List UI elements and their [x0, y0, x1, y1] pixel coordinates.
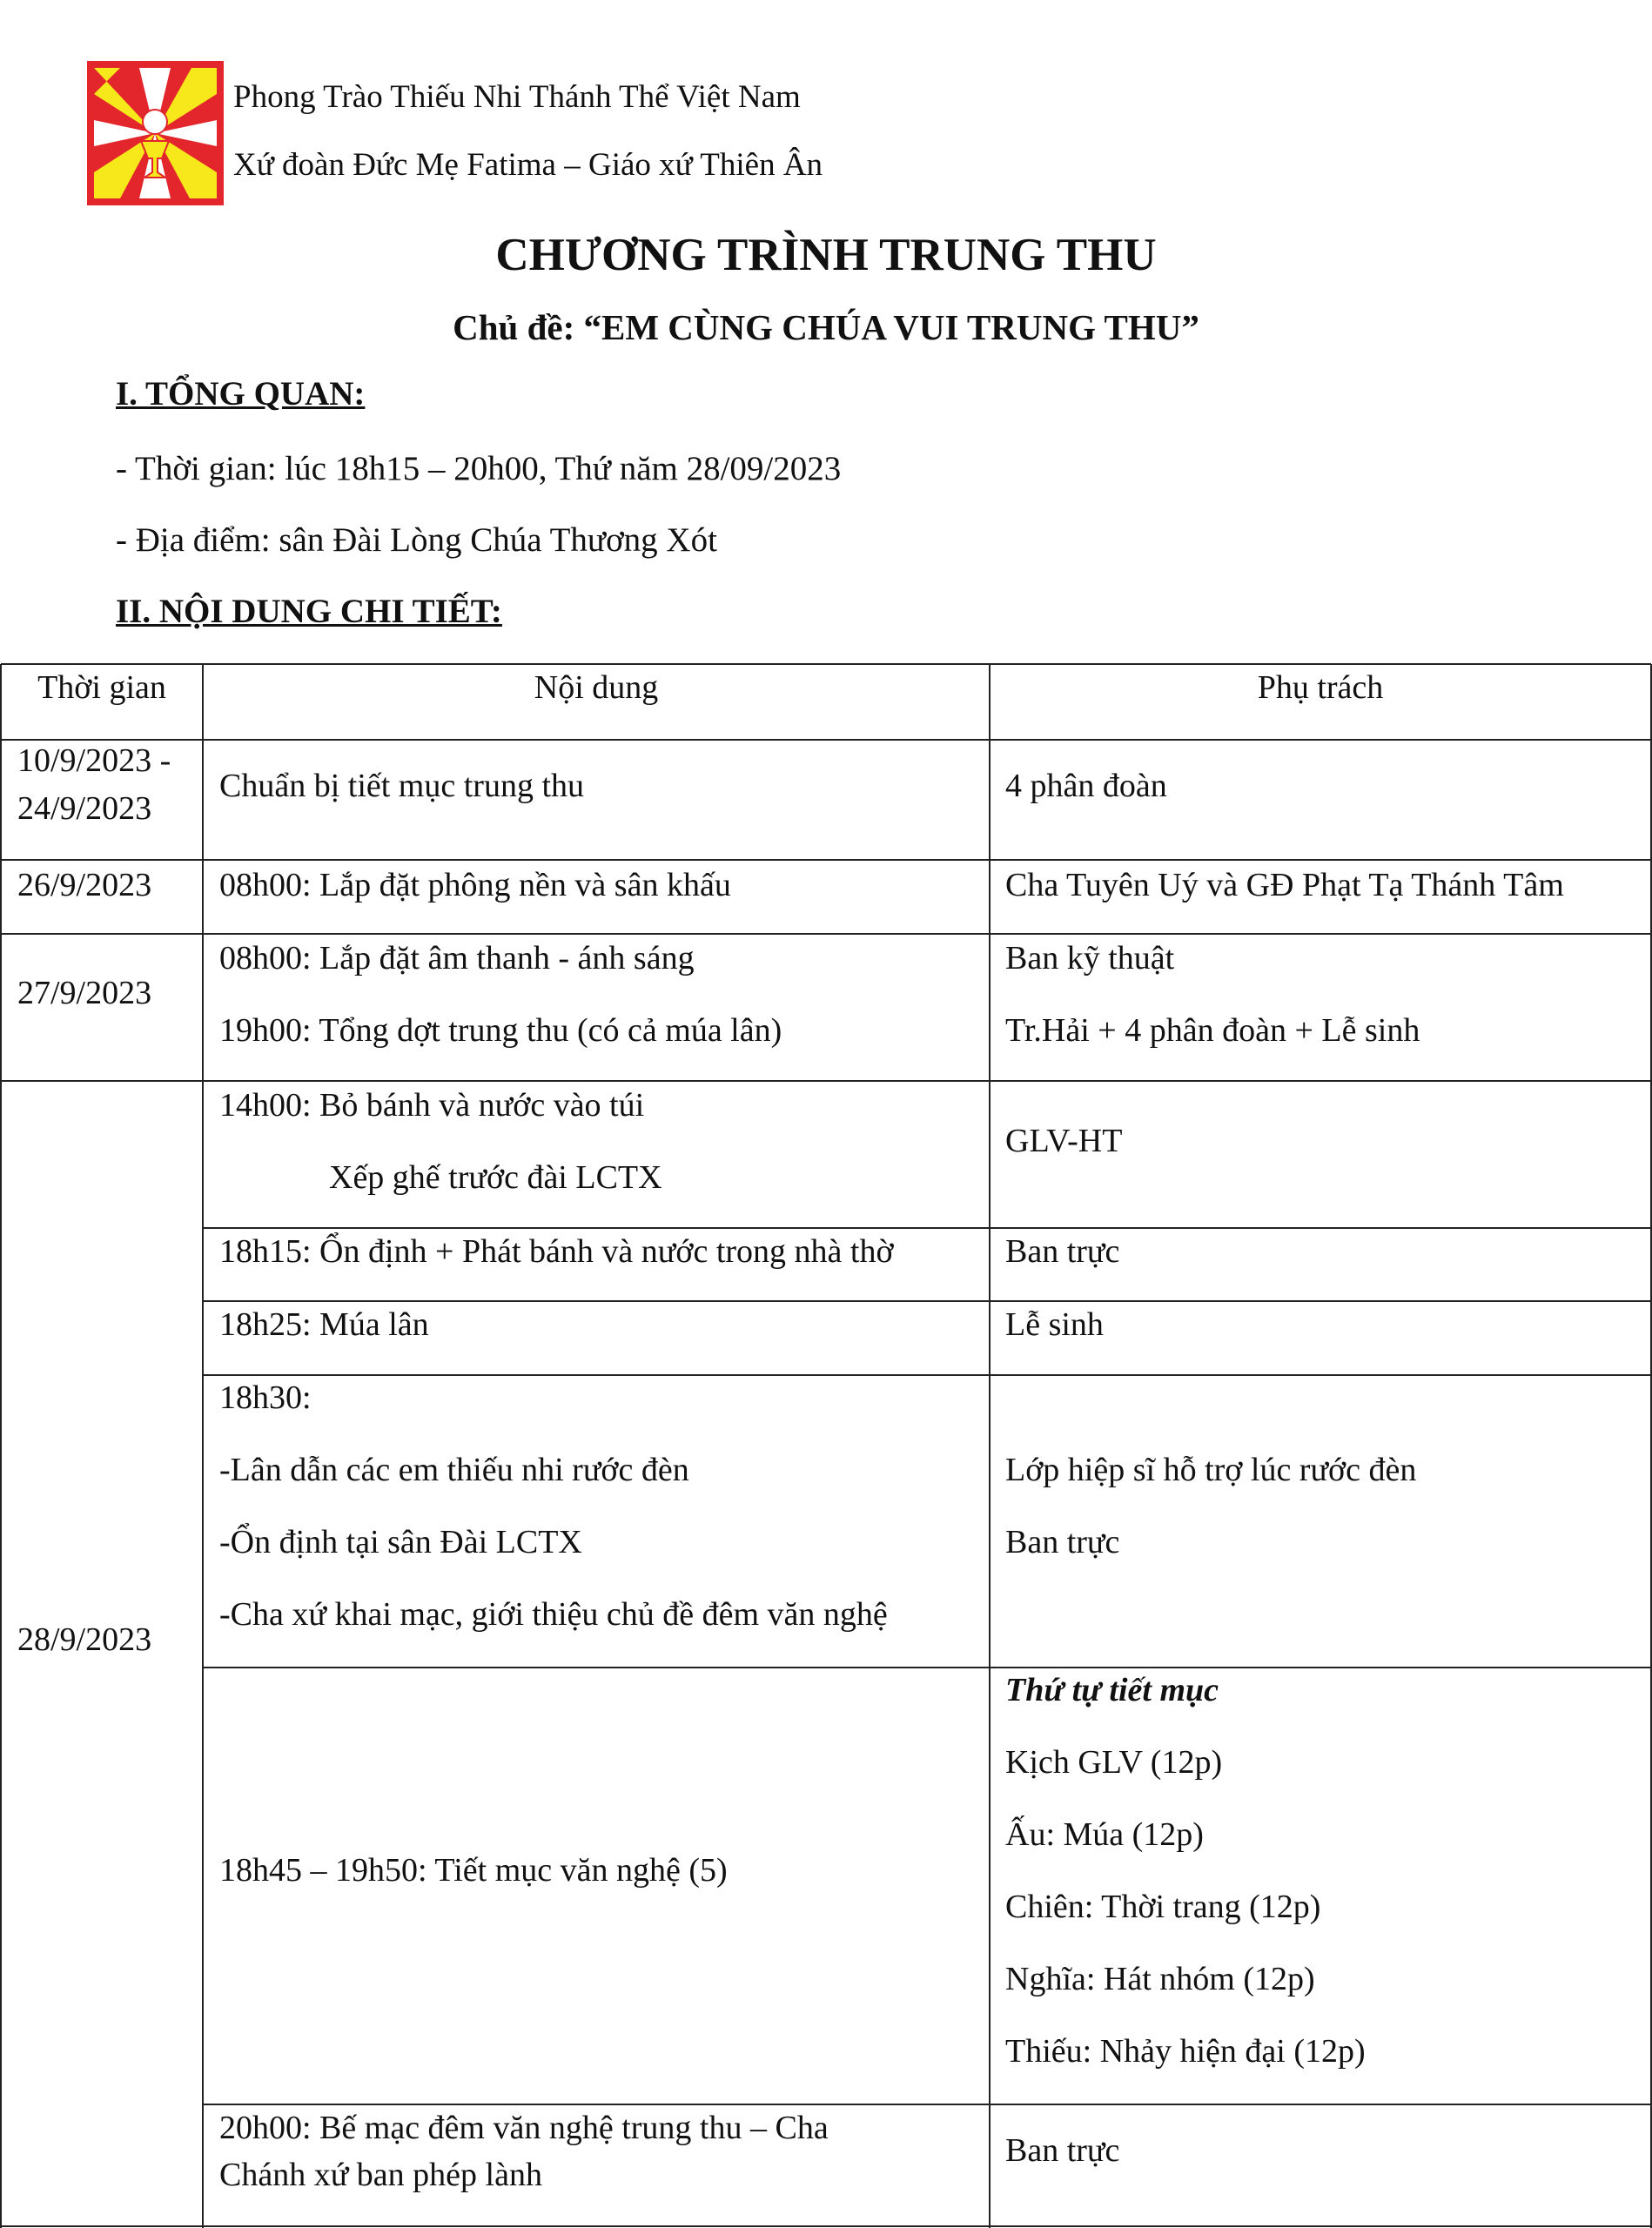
row1-content: Chuẩn bị tiết mục trung thu — [219, 768, 585, 804]
col-header-charge: Phụ trách — [1257, 669, 1384, 706]
event-location: - Địa điểm: sân Đài Lòng Chúa Thương Xót — [116, 521, 717, 559]
row1-date-end: 24/9/2023 — [17, 790, 152, 827]
section-details-heading: II. NỘI DUNG CHI TIẾT: — [116, 593, 502, 630]
item2-charge: Ban trực — [1005, 1233, 1120, 1270]
parish-name: Xứ đoàn Đức Mẹ Fatima – Giáo xứ Thiên Ân — [233, 147, 823, 183]
row2-date: 26/9/2023 — [17, 867, 152, 903]
page-title: CHƯƠNG TRÌNH TRUNG THU — [495, 230, 1157, 280]
performance-item: Chiên: Thời trang (12p) — [1005, 1889, 1321, 1925]
item4-content-line3: -Ổn định tại sân Đài LCTX — [219, 1524, 582, 1560]
performance-item: Thiếu: Nhảy hiện đại (12p) — [1005, 2033, 1366, 2070]
performance-item: Kịch GLV (12p) — [1005, 1744, 1223, 1781]
row3-content-line2: 19h00: Tổng dợt trung thu (có cả múa lân) — [219, 1012, 782, 1049]
row2-charge: Cha Tuyên Uý và GĐ Phạt Tạ Thánh Tâm — [1005, 867, 1564, 903]
section-overview-heading: I. TỔNG QUAN: — [116, 375, 366, 413]
item1-content-line2: Xếp ghế trước đài LCTX — [329, 1159, 662, 1196]
row3-charge-line2: Tr.Hải + 4 phân đoàn + Lễ sinh — [1005, 1012, 1420, 1049]
item4-content-line2: -Lân dẫn các em thiếu nhi rước đèn — [219, 1452, 689, 1488]
item6-content-line2: Chánh xứ ban phép lành — [219, 2157, 542, 2193]
item2-content: 18h15: Ổn định + Phát bánh và nước trong nhà thờ — [219, 1233, 894, 1270]
item5-content: 18h45 – 19h50: Tiết mục văn nghệ (5) — [219, 1852, 728, 1889]
item4-charge-line2: Ban trực — [1005, 1524, 1120, 1560]
item4-content-line1: 18h30: — [219, 1379, 312, 1416]
item1-charge: GLV-HT — [1005, 1123, 1123, 1159]
row3-charge-line1: Ban kỹ thuật — [1005, 940, 1175, 976]
event-time: - Thời gian: lúc 18h15 – 20h00, Thứ năm 28/09/2023 — [116, 450, 842, 487]
performance-order-title: Thứ tự tiết mục — [1005, 1672, 1219, 1708]
row3-date: 27/9/2023 — [17, 975, 152, 1011]
day-group-date: 28/9/2023 — [17, 1621, 152, 1658]
item6-charge: Ban trực — [1005, 2132, 1120, 2169]
row1-date-start: 10/9/2023 - — [17, 742, 171, 779]
row3-content-line1: 08h00: Lắp đặt âm thanh - ánh sáng — [219, 940, 695, 976]
page-subtitle: Chủ đề: “EM CÙNG CHÚA VUI TRUNG THU” — [453, 307, 1199, 347]
item4-content-line4: -Cha xứ khai mạc, giới thiệu chủ đề đêm văn nghệ — [219, 1596, 888, 1633]
org-name: Phong Trào Thiếu Nhi Thánh Thể Việt Nam — [233, 79, 801, 115]
col-header-content: Nội dung — [534, 669, 659, 706]
item3-content: 18h25: Múa lân — [219, 1306, 429, 1343]
row2-content: 08h00: Lắp đặt phông nền và sân khấu — [219, 867, 731, 903]
item6-content-line1: 20h00: Bế mạc đêm văn nghệ trung thu – Cha — [219, 2110, 829, 2146]
col-header-time: Thời gian — [37, 669, 166, 706]
item1-content-line1: 14h00: Bỏ bánh và nước vào túi — [219, 1087, 645, 1124]
performance-item: Nghĩa: Hát nhóm (12p) — [1005, 1961, 1315, 1997]
item4-charge-line1: Lớp hiệp sĩ hỗ trợ lúc rước đèn — [1005, 1452, 1417, 1488]
performance-item: Ấu: Múa (12p) — [1005, 1816, 1204, 1853]
item3-charge: Lễ sinh — [1005, 1306, 1104, 1343]
row1-charge: 4 phân đoàn — [1005, 768, 1167, 804]
